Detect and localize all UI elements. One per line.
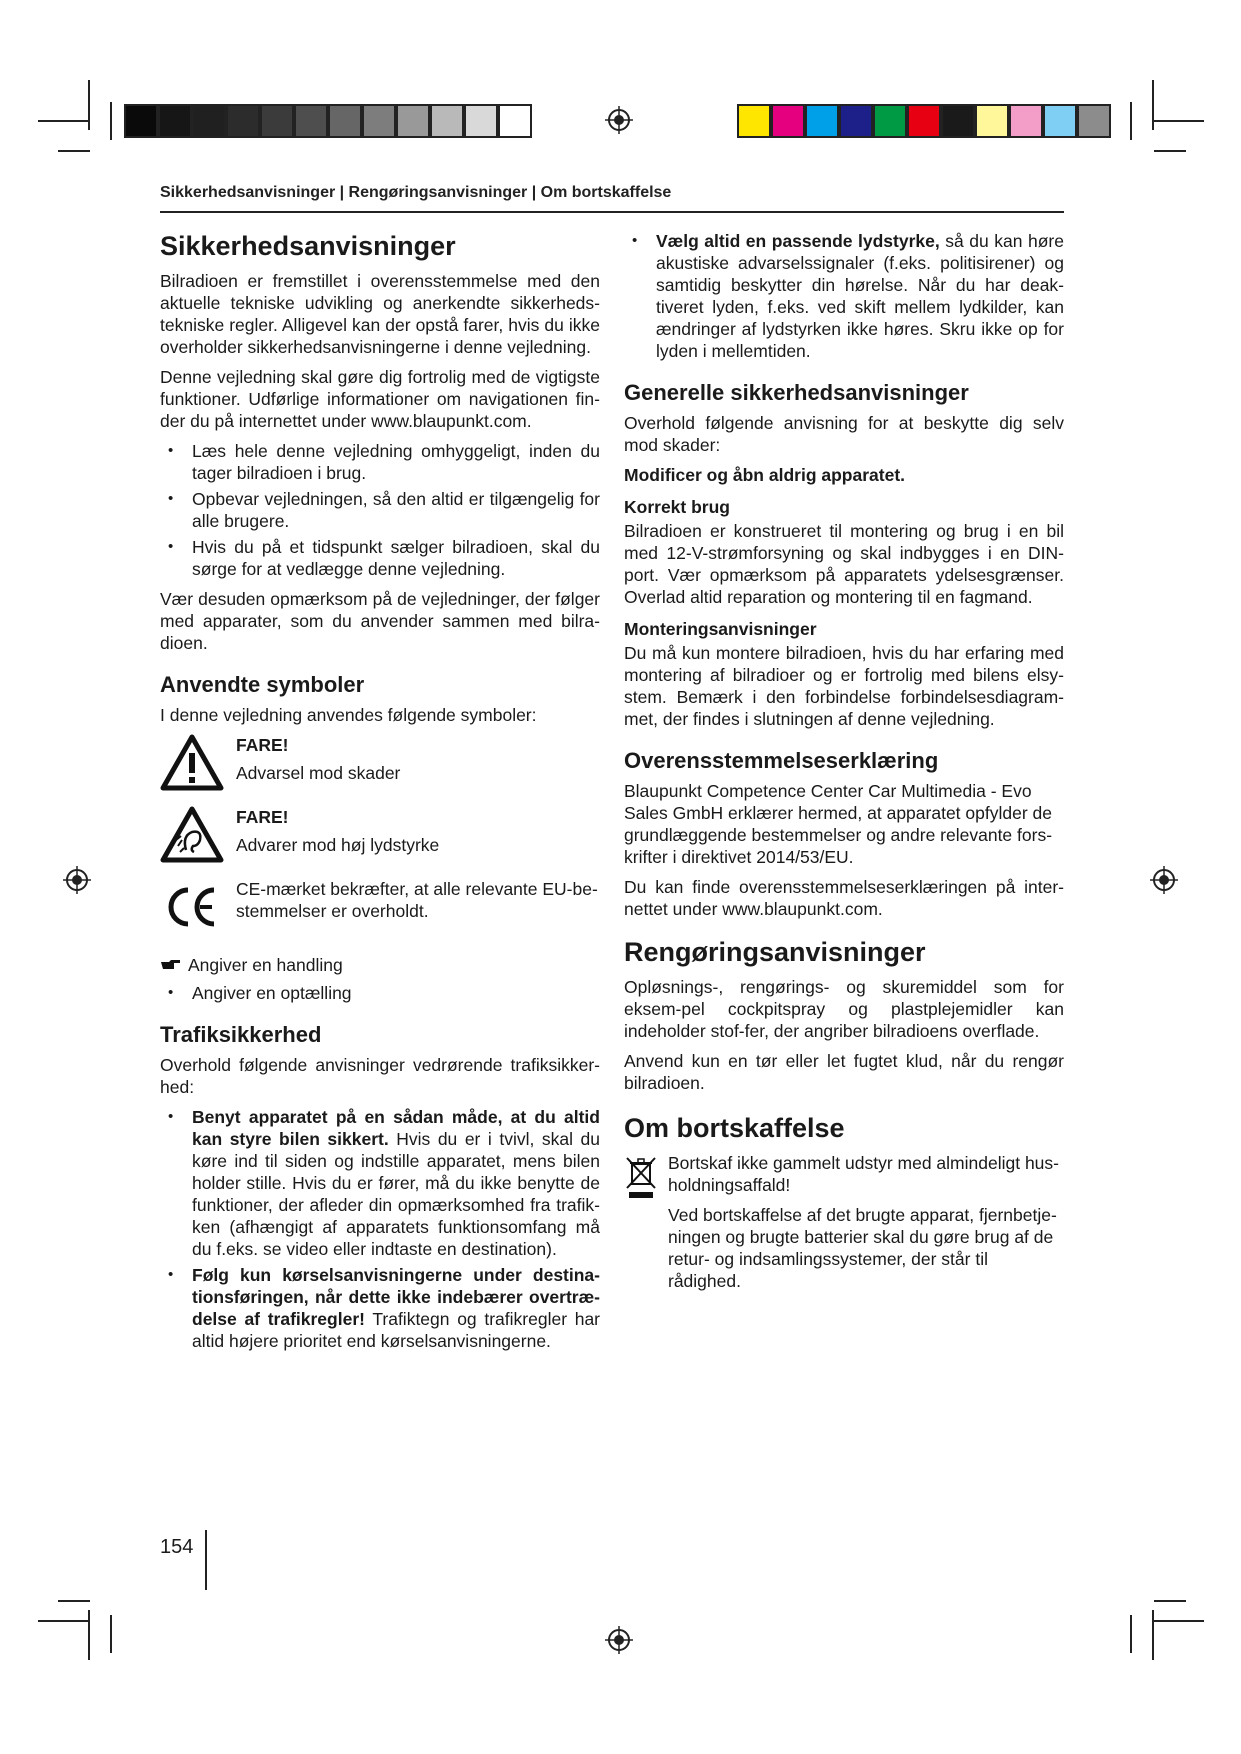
symbol-danger <box>160 734 600 792</box>
list-item <box>624 230 1064 362</box>
crop-mark <box>110 102 112 140</box>
color-swatch <box>192 104 226 138</box>
right-column <box>624 230 1064 1300</box>
color-swatch <box>771 104 805 138</box>
color-swatch <box>396 104 430 138</box>
color-swatch <box>362 104 396 138</box>
left-column <box>160 230 600 1360</box>
paragraph: Blaupunkt Competence Center Car Multimedia - Evo Sales GmbH erklærer hermed, at apparatet opfylder de grundlæggende bestemmelser og andre relevante fors-krifter i direktivet 2014/53/EU. <box>624 781 1053 867</box>
section-title-cleaning: Rengøringsanvisninger <box>624 937 926 967</box>
crossed-bin-icon <box>624 1154 658 1200</box>
paragraph: I denne vejledning anvendes følgende symboler: <box>160 705 537 725</box>
paragraph: Du må kun montere bilradioen, hvis du har erfaring med montering af bilradioer og er fortrolig med bilens elsy-stem. Bemærk i den forbindelse forbindelsesdiagram-met, der findes i slutningen af denne vejledning. <box>624 643 1064 729</box>
bullet-list <box>160 440 600 580</box>
warning-triangle-icon <box>160 734 224 792</box>
crop-mark <box>1154 150 1186 152</box>
list-item: • Angiver en optælling <box>160 982 600 1004</box>
heading-mounting: Monteringsanvisninger <box>624 619 817 639</box>
color-swatch <box>1077 104 1111 138</box>
color-swatch <box>294 104 328 138</box>
list-item: • Hvis du på et tidspunkt sælger bilradioen, skal du sørge for at vedlægge denne vejledning. <box>160 536 600 580</box>
crop-mark <box>1154 1600 1186 1602</box>
paragraph: Bilradioen er fremstillet i overensstemmelse med den aktuelle tekniske udvikling og anerkendte sikkerheds-tekniske regler. Alligevel kan der opstå farer, hvis du ikke overholder sikkerhedsanvisningerne i denne vejledning. <box>160 271 600 357</box>
symbol-action <box>160 954 600 976</box>
color-swatch <box>498 104 532 138</box>
crop-mark <box>1130 1615 1132 1653</box>
header-rule <box>160 211 1064 213</box>
registration-mark-icon <box>605 106 633 134</box>
section-title-disposal: Om bortskaffelse <box>624 1113 845 1143</box>
symbol-volume-danger <box>160 806 600 864</box>
color-swatch <box>941 104 975 138</box>
paragraph: Ved bortskaffelse af det brugte apparat, fjernbetje-ningen og brugte batterier skal du gøre brug af de retur- og indsamlingssystemer, der står til rådighed. <box>668 1205 1057 1291</box>
crop-mark <box>88 1610 90 1660</box>
paragraph: Vær desuden opmærksom på de vejledninger, der følger med apparater, som du anvender sammen med bilra-dioen. <box>160 589 600 653</box>
heading-conformity: Overensstemmelseserklæring <box>624 748 939 773</box>
symbol-ce <box>160 878 600 936</box>
crop-mark <box>38 120 88 122</box>
paragraph: Bortskaf ikke gammelt udstyr med almindeligt hus-holdningsaffald! <box>668 1153 1059 1195</box>
color-swatch <box>328 104 362 138</box>
color-swatch <box>839 104 873 138</box>
color-swatch <box>1043 104 1077 138</box>
symbol-text: Advarsel mod skader <box>236 763 401 783</box>
item-text: så du kan høre akustiske advarselssignaler (f.eks. politisirener) og samtidig beskytter din hørelse. Når du har deak-tiveret lyden, f.eks. ved skift mellem lydkilder, kan ændringer af lydstyrken ikke høres. Skru ikke op for lyden i mellemtiden. <box>656 231 1064 361</box>
item-text: Trafiktegn og trafikregler har altid højere prioritet end kørselsanvisningerne. <box>192 1309 601 1351</box>
list-item: • Læs hele denne vejledning omhyggeligt, inden du tager bilradioen i brug. <box>160 440 600 484</box>
paragraph: Overhold følgende anvisninger vedrørende trafiksikker-hed: <box>160 1055 600 1097</box>
color-swatch <box>226 104 260 138</box>
color-swatch <box>158 104 192 138</box>
crop-mark <box>1154 1620 1204 1622</box>
symbol-text: Angiver en handling <box>188 955 343 975</box>
color-swatch <box>737 104 771 138</box>
registration-mark-icon <box>63 866 91 894</box>
warning-modify: Modificer og åbn aldrig apparatet. <box>624 465 906 485</box>
ce-mark-icon <box>160 878 224 936</box>
list-item <box>160 1264 600 1352</box>
list-item <box>160 1106 600 1260</box>
crop-mark <box>1152 1610 1154 1660</box>
item-text: Hvis du er i tvivl, skal du køre ind til siden og indstille apparatet, mens bilen holder stille. Hvis du er fører, må du ikke benytte de funktioner, der afleder din opmærksomhed fra trafik-ken (afhængigt af apparatets funktionsomfang må du f.eks. se video eller indtaste en destination). <box>192 1129 600 1259</box>
color-swatch <box>907 104 941 138</box>
heading-traffic-safety: Trafiksikkerhed <box>160 1022 322 1047</box>
symbol-title: FARE! <box>236 735 289 755</box>
page-number-rule <box>205 1530 207 1590</box>
color-swatch <box>260 104 294 138</box>
color-swatch <box>464 104 498 138</box>
bullet-list <box>160 982 600 1004</box>
bullet-list <box>624 230 1064 362</box>
bold-lead: Vælg altid en passende lydstyrke, <box>656 231 940 251</box>
symbol-text: Advarer mod høj lydstyrke <box>236 835 440 855</box>
disposal-block <box>624 1152 1064 1300</box>
section-title-safety: Sikkerhedsanvisninger <box>160 231 456 261</box>
color-swatch <box>124 104 158 138</box>
color-swatch <box>805 104 839 138</box>
color-swatch <box>430 104 464 138</box>
paragraph: Anvend kun en tør eller let fugtet klud, når du rengør bilradioen. <box>624 1051 1064 1093</box>
color-swatch <box>1009 104 1043 138</box>
hearing-warning-icon <box>160 806 224 864</box>
heading-symbols: Anvendte symboler <box>160 672 365 697</box>
registration-mark-icon <box>1150 866 1178 894</box>
bullet-list <box>160 1106 600 1352</box>
paragraph: Bilradioen er konstrueret til montering og brug i en bil med 12-V-strømforsyning og skal indbygges i en DIN-port. Vær opmærksom på apparatets ydelsesgrænser. Overlad altid reparation og montering til en fagmand. <box>624 521 1064 607</box>
paragraph: Du kan finde overensstemmelseserklæringen på inter-nettet under www.blaupunkt.com. <box>624 877 1064 919</box>
list-item: • Opbevar vejledningen, så den altid er tilgængelig for alle brugere. <box>160 488 600 532</box>
symbol-title: FARE! <box>236 807 289 827</box>
color-swatch <box>975 104 1009 138</box>
paragraph: Overhold følgende anvisning for at beskytte dig selv mod skader: <box>624 413 1064 455</box>
running-head: Sikkerhedsanvisninger | Rengøringsanvisninger | Om bortskaffelse <box>160 184 672 201</box>
paragraph: Denne vejledning skal gøre dig fortrolig med de vigtigste funktioner. Udførlige informationer om navigationen fin-der du på internettet under www.blaupunkt.com. <box>160 367 600 431</box>
bold-lead: Benyt apparatet på en sådan måde, at du altid kan styre bilen sikkert. <box>192 1107 600 1149</box>
registration-mark-icon <box>605 1626 633 1654</box>
crop-mark <box>58 150 90 152</box>
paragraph: Opløsnings-, rengørings- og skuremiddel som for eksem-pel cockpitspray og plastplejemidler kan indeholder stof-fer, der angriber bilradioens overflade. <box>624 977 1064 1041</box>
heading-correct-use: Korrekt brug <box>624 497 730 517</box>
crop-mark <box>38 1620 88 1622</box>
color-swatch <box>873 104 907 138</box>
page-number: 154 <box>160 1536 194 1558</box>
crop-mark <box>1154 120 1204 122</box>
crop-mark <box>58 1600 90 1602</box>
crop-mark <box>1130 102 1132 140</box>
pointing-hand-icon <box>160 959 182 971</box>
bold-lead: Følg kun kørselsanvisningerne under destina-tionsføringen, når dette ikke indebærer overtræ-delse af trafikregler! <box>192 1265 600 1329</box>
heading-general-safety: Generelle sikkerhedsanvisninger <box>624 380 969 405</box>
crop-mark <box>1152 80 1154 130</box>
crop-mark <box>110 1615 112 1653</box>
crop-mark <box>88 80 90 130</box>
symbol-text: CE-mærket bekræfter, at alle relevante EU-be-stemmelser er overholdt. <box>236 879 598 921</box>
